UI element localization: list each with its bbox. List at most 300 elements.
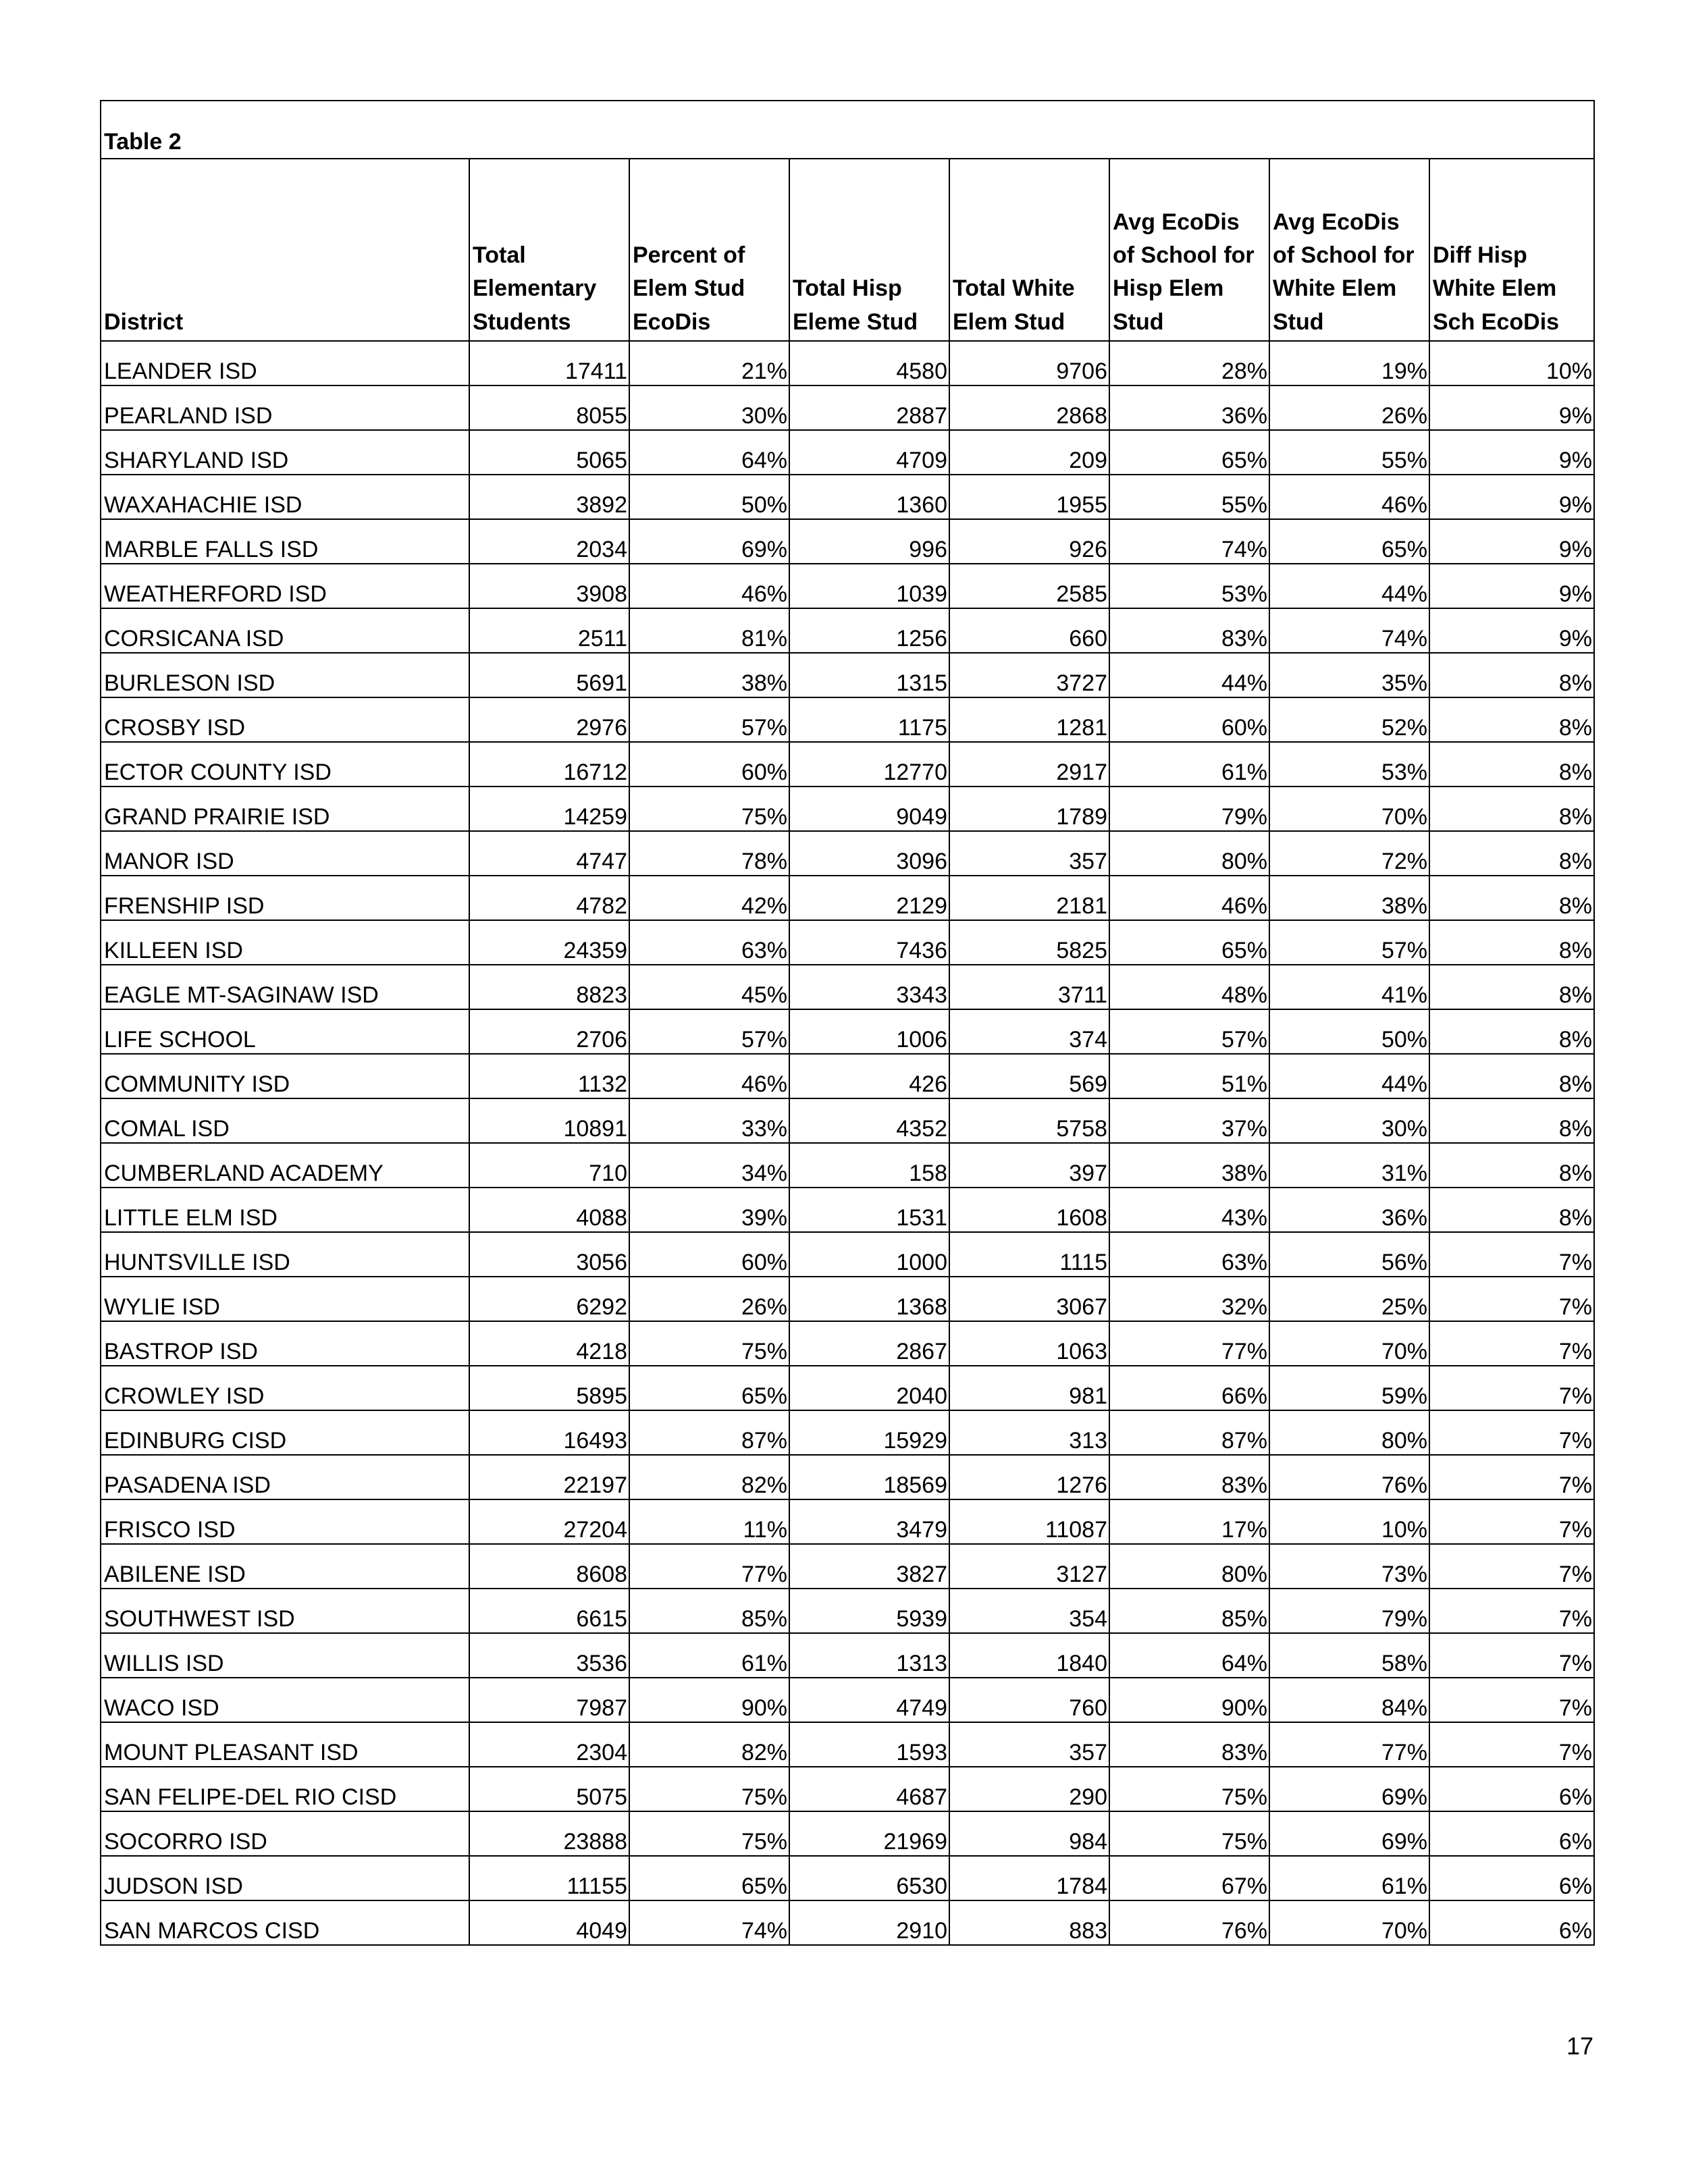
cell-avg-ecodis-hisp: 60% (1109, 697, 1269, 742)
table-row (101, 608, 1594, 653)
cell-total-elementary: 23888 (469, 1811, 629, 1856)
cell-percent-ecodis: 38% (629, 653, 789, 697)
cell-diff: 7% (1429, 1232, 1594, 1277)
cell-total-white: 357 (949, 831, 1109, 876)
cell-avg-ecodis-hisp: 32% (1109, 1277, 1269, 1321)
header-diff-hisp-white: Diff Hisp White Elem Sch EcoDis (1429, 159, 1594, 341)
cell-total-hisp: 1593 (789, 1722, 949, 1767)
cell-district: CROWLEY ISD (101, 1366, 469, 1410)
cell-avg-ecodis-hisp: 37% (1109, 1098, 1269, 1143)
cell-percent-ecodis: 75% (629, 1811, 789, 1856)
table-row (101, 430, 1594, 475)
cell-percent-ecodis: 60% (629, 1232, 789, 1277)
cell-total-hisp: 3096 (789, 831, 949, 876)
cell-avg-ecodis-white: 76% (1269, 1455, 1429, 1499)
cell-avg-ecodis-white: 79% (1269, 1589, 1429, 1633)
cell-total-elementary: 3892 (469, 475, 629, 519)
cell-total-hisp: 1256 (789, 608, 949, 653)
table-row (101, 1589, 1594, 1633)
cell-total-hisp: 1039 (789, 564, 949, 608)
cell-percent-ecodis: 60% (629, 742, 789, 787)
cell-district: FRISCO ISD (101, 1499, 469, 1544)
cell-district: PASADENA ISD (101, 1455, 469, 1499)
table-row (101, 1098, 1594, 1143)
cell-total-hisp: 158 (789, 1143, 949, 1188)
cell-total-elementary: 5895 (469, 1366, 629, 1410)
cell-avg-ecodis-white: 65% (1269, 519, 1429, 564)
cell-total-white: 3727 (949, 653, 1109, 697)
cell-total-white: 660 (949, 608, 1109, 653)
table-row (101, 1811, 1594, 1856)
cell-percent-ecodis: 81% (629, 608, 789, 653)
cell-total-hisp: 21969 (789, 1811, 949, 1856)
cell-avg-ecodis-hisp: 83% (1109, 608, 1269, 653)
cell-diff: 9% (1429, 608, 1594, 653)
table-row (101, 519, 1594, 564)
cell-percent-ecodis: 50% (629, 475, 789, 519)
cell-district: COMMUNITY ISD (101, 1054, 469, 1098)
cell-district: JUDSON ISD (101, 1856, 469, 1900)
cell-total-white: 3127 (949, 1544, 1109, 1589)
table-title: Table 2 (101, 101, 1594, 159)
cell-total-white: 1276 (949, 1455, 1109, 1499)
cell-total-elementary: 8608 (469, 1544, 629, 1589)
cell-avg-ecodis-hisp: 80% (1109, 1544, 1269, 1589)
cell-total-white: 1955 (949, 475, 1109, 519)
cell-avg-ecodis-hisp: 83% (1109, 1722, 1269, 1767)
table-row (101, 1499, 1594, 1544)
table-row (101, 1678, 1594, 1722)
cell-district: BURLESON ISD (101, 653, 469, 697)
cell-percent-ecodis: 75% (629, 787, 789, 831)
cell-diff: 7% (1429, 1589, 1594, 1633)
cell-diff: 8% (1429, 1054, 1594, 1098)
cell-diff: 9% (1429, 430, 1594, 475)
table-row (101, 653, 1594, 697)
cell-diff: 7% (1429, 1321, 1594, 1366)
cell-percent-ecodis: 33% (629, 1098, 789, 1143)
cell-diff: 10% (1429, 341, 1594, 385)
cell-avg-ecodis-hisp: 46% (1109, 876, 1269, 920)
cell-avg-ecodis-hisp: 65% (1109, 920, 1269, 965)
cell-total-white: 1281 (949, 697, 1109, 742)
cell-avg-ecodis-hisp: 65% (1109, 430, 1269, 475)
table-row (101, 1722, 1594, 1767)
header-total-hisp: Total Hisp Eleme Stud (789, 159, 949, 341)
cell-total-hisp: 12770 (789, 742, 949, 787)
cell-avg-ecodis-hisp: 43% (1109, 1188, 1269, 1232)
cell-total-white: 374 (949, 1009, 1109, 1054)
cell-total-hisp: 4580 (789, 341, 949, 385)
cell-diff: 8% (1429, 742, 1594, 787)
cell-district: LEANDER ISD (101, 341, 469, 385)
cell-total-elementary: 6292 (469, 1277, 629, 1321)
cell-avg-ecodis-hisp: 77% (1109, 1321, 1269, 1366)
cell-percent-ecodis: 85% (629, 1589, 789, 1633)
cell-avg-ecodis-white: 58% (1269, 1633, 1429, 1678)
cell-district: WACO ISD (101, 1678, 469, 1722)
cell-avg-ecodis-hisp: 38% (1109, 1143, 1269, 1188)
cell-avg-ecodis-hisp: 28% (1109, 341, 1269, 385)
cell-percent-ecodis: 64% (629, 430, 789, 475)
cell-avg-ecodis-white: 80% (1269, 1410, 1429, 1455)
cell-diff: 6% (1429, 1856, 1594, 1900)
cell-diff: 7% (1429, 1722, 1594, 1767)
cell-avg-ecodis-white: 35% (1269, 653, 1429, 697)
cell-diff: 7% (1429, 1410, 1594, 1455)
cell-total-hisp: 1006 (789, 1009, 949, 1054)
cell-diff: 9% (1429, 475, 1594, 519)
cell-total-elementary: 1132 (469, 1054, 629, 1098)
cell-total-elementary: 4218 (469, 1321, 629, 1366)
cell-diff: 8% (1429, 831, 1594, 876)
cell-district: PEARLAND ISD (101, 385, 469, 430)
cell-total-elementary: 2511 (469, 608, 629, 653)
table-row (101, 1366, 1594, 1410)
cell-total-hisp: 3827 (789, 1544, 949, 1589)
cell-district: ECTOR COUNTY ISD (101, 742, 469, 787)
cell-total-hisp: 4709 (789, 430, 949, 475)
cell-percent-ecodis: 74% (629, 1900, 789, 1945)
cell-total-white: 2181 (949, 876, 1109, 920)
cell-total-hisp: 2867 (789, 1321, 949, 1366)
cell-total-white: 313 (949, 1410, 1109, 1455)
page-number: 17 (1566, 2032, 1593, 2060)
cell-avg-ecodis-white: 50% (1269, 1009, 1429, 1054)
cell-diff: 8% (1429, 965, 1594, 1009)
cell-district: CUMBERLAND ACADEMY (101, 1143, 469, 1188)
cell-avg-ecodis-hisp: 48% (1109, 965, 1269, 1009)
cell-district: COMAL ISD (101, 1098, 469, 1143)
cell-total-hisp: 2040 (789, 1366, 949, 1410)
cell-diff: 9% (1429, 564, 1594, 608)
cell-total-hisp: 1313 (789, 1633, 949, 1678)
cell-percent-ecodis: 30% (629, 385, 789, 430)
cell-diff: 8% (1429, 697, 1594, 742)
cell-district: WILLIS ISD (101, 1633, 469, 1678)
cell-total-white: 760 (949, 1678, 1109, 1722)
table-row (101, 1277, 1594, 1321)
table-row (101, 1232, 1594, 1277)
cell-total-white: 9706 (949, 341, 1109, 385)
cell-total-elementary: 22197 (469, 1455, 629, 1499)
cell-total-elementary: 4049 (469, 1900, 629, 1945)
cell-total-white: 1789 (949, 787, 1109, 831)
cell-avg-ecodis-hisp: 53% (1109, 564, 1269, 608)
cell-percent-ecodis: 75% (629, 1767, 789, 1811)
cell-total-elementary: 2976 (469, 697, 629, 742)
cell-total-hisp: 5939 (789, 1589, 949, 1633)
table-row (101, 876, 1594, 920)
cell-total-elementary: 2304 (469, 1722, 629, 1767)
cell-total-white: 397 (949, 1143, 1109, 1188)
cell-avg-ecodis-hisp: 90% (1109, 1678, 1269, 1722)
cell-avg-ecodis-white: 77% (1269, 1722, 1429, 1767)
cell-district: CROSBY ISD (101, 697, 469, 742)
cell-avg-ecodis-hisp: 87% (1109, 1410, 1269, 1455)
cell-avg-ecodis-hisp: 63% (1109, 1232, 1269, 1277)
cell-diff: 8% (1429, 876, 1594, 920)
cell-percent-ecodis: 26% (629, 1277, 789, 1321)
cell-total-white: 1115 (949, 1232, 1109, 1277)
cell-total-elementary: 4747 (469, 831, 629, 876)
cell-total-hisp: 1368 (789, 1277, 949, 1321)
table-row (101, 1410, 1594, 1455)
cell-total-elementary: 2706 (469, 1009, 629, 1054)
cell-total-white: 926 (949, 519, 1109, 564)
cell-percent-ecodis: 57% (629, 697, 789, 742)
cell-avg-ecodis-hisp: 80% (1109, 831, 1269, 876)
cell-district: HUNTSVILLE ISD (101, 1232, 469, 1277)
table-row (101, 1009, 1594, 1054)
cell-total-elementary: 3908 (469, 564, 629, 608)
cell-percent-ecodis: 78% (629, 831, 789, 876)
cell-avg-ecodis-white: 70% (1269, 1321, 1429, 1366)
cell-avg-ecodis-hisp: 51% (1109, 1054, 1269, 1098)
cell-total-elementary: 8823 (469, 965, 629, 1009)
cell-district: SOCORRO ISD (101, 1811, 469, 1856)
cell-total-white: 883 (949, 1900, 1109, 1945)
cell-total-hisp: 9049 (789, 787, 949, 831)
cell-total-elementary: 5065 (469, 430, 629, 475)
cell-percent-ecodis: 90% (629, 1678, 789, 1722)
cell-total-hisp: 426 (789, 1054, 949, 1098)
table-row (101, 920, 1594, 965)
cell-total-hisp: 2910 (789, 1900, 949, 1945)
cell-district: BASTROP ISD (101, 1321, 469, 1366)
cell-diff: 7% (1429, 1455, 1594, 1499)
cell-district: LIFE SCHOOL (101, 1009, 469, 1054)
cell-total-hisp: 3479 (789, 1499, 949, 1544)
table-row (101, 1143, 1594, 1188)
cell-percent-ecodis: 69% (629, 519, 789, 564)
cell-total-hisp: 1531 (789, 1188, 949, 1232)
cell-total-elementary: 27204 (469, 1499, 629, 1544)
cell-percent-ecodis: 34% (629, 1143, 789, 1188)
cell-district: CORSICANA ISD (101, 608, 469, 653)
cell-total-hisp: 1315 (789, 653, 949, 697)
data-table (100, 100, 1595, 1946)
cell-total-hisp: 2887 (789, 385, 949, 430)
cell-diff: 7% (1429, 1499, 1594, 1544)
cell-total-elementary: 3536 (469, 1633, 629, 1678)
cell-total-elementary: 14259 (469, 787, 629, 831)
cell-avg-ecodis-white: 26% (1269, 385, 1429, 430)
cell-total-hisp: 6530 (789, 1856, 949, 1900)
table-row (101, 341, 1594, 385)
cell-total-white: 2585 (949, 564, 1109, 608)
cell-avg-ecodis-white: 69% (1269, 1811, 1429, 1856)
cell-total-white: 1063 (949, 1321, 1109, 1366)
cell-avg-ecodis-hisp: 74% (1109, 519, 1269, 564)
cell-avg-ecodis-white: 56% (1269, 1232, 1429, 1277)
cell-total-elementary: 7987 (469, 1678, 629, 1722)
table-title-row (101, 101, 1594, 159)
cell-percent-ecodis: 61% (629, 1633, 789, 1678)
header-percent-ecodis: Percent of Elem Stud EcoDis (629, 159, 789, 341)
cell-diff: 6% (1429, 1767, 1594, 1811)
cell-district: GRAND PRAIRIE ISD (101, 787, 469, 831)
cell-total-hisp: 1000 (789, 1232, 949, 1277)
cell-avg-ecodis-hisp: 61% (1109, 742, 1269, 787)
cell-total-elementary: 10891 (469, 1098, 629, 1143)
cell-avg-ecodis-hisp: 75% (1109, 1767, 1269, 1811)
cell-diff: 8% (1429, 653, 1594, 697)
cell-avg-ecodis-hisp: 57% (1109, 1009, 1269, 1054)
cell-percent-ecodis: 11% (629, 1499, 789, 1544)
cell-diff: 9% (1429, 385, 1594, 430)
cell-avg-ecodis-white: 36% (1269, 1188, 1429, 1232)
cell-total-hisp: 3343 (789, 965, 949, 1009)
cell-district: EAGLE MT-SAGINAW ISD (101, 965, 469, 1009)
cell-avg-ecodis-hisp: 64% (1109, 1633, 1269, 1678)
cell-percent-ecodis: 77% (629, 1544, 789, 1589)
cell-percent-ecodis: 57% (629, 1009, 789, 1054)
cell-diff: 8% (1429, 1009, 1594, 1054)
cell-avg-ecodis-hisp: 36% (1109, 385, 1269, 430)
cell-avg-ecodis-white: 55% (1269, 430, 1429, 475)
cell-percent-ecodis: 46% (629, 564, 789, 608)
header-total-elementary-students: Total Elementary Students (469, 159, 629, 341)
cell-avg-ecodis-white: 73% (1269, 1544, 1429, 1589)
table-row (101, 831, 1594, 876)
cell-total-elementary: 6615 (469, 1589, 629, 1633)
cell-diff: 7% (1429, 1633, 1594, 1678)
cell-total-hisp: 1175 (789, 697, 949, 742)
cell-total-white: 290 (949, 1767, 1109, 1811)
cell-avg-ecodis-white: 38% (1269, 876, 1429, 920)
cell-total-elementary: 16712 (469, 742, 629, 787)
table-row (101, 742, 1594, 787)
cell-avg-ecodis-hisp: 76% (1109, 1900, 1269, 1945)
cell-avg-ecodis-hisp: 66% (1109, 1366, 1269, 1410)
cell-total-white: 2917 (949, 742, 1109, 787)
cell-avg-ecodis-white: 25% (1269, 1277, 1429, 1321)
cell-total-hisp: 15929 (789, 1410, 949, 1455)
cell-percent-ecodis: 21% (629, 341, 789, 385)
cell-total-hisp: 18569 (789, 1455, 949, 1499)
cell-percent-ecodis: 39% (629, 1188, 789, 1232)
cell-avg-ecodis-white: 57% (1269, 920, 1429, 965)
cell-percent-ecodis: 65% (629, 1366, 789, 1410)
cell-district: MOUNT PLEASANT ISD (101, 1722, 469, 1767)
cell-total-white: 984 (949, 1811, 1109, 1856)
cell-total-elementary: 17411 (469, 341, 629, 385)
header-district: District (101, 159, 469, 341)
cell-percent-ecodis: 46% (629, 1054, 789, 1098)
table-row (101, 385, 1594, 430)
cell-diff: 7% (1429, 1544, 1594, 1589)
cell-percent-ecodis: 87% (629, 1410, 789, 1455)
cell-district: SAN MARCOS CISD (101, 1900, 469, 1945)
table-row (101, 697, 1594, 742)
cell-total-white: 209 (949, 430, 1109, 475)
table-row (101, 1321, 1594, 1366)
cell-diff: 7% (1429, 1277, 1594, 1321)
cell-avg-ecodis-hisp: 79% (1109, 787, 1269, 831)
cell-avg-ecodis-white: 19% (1269, 341, 1429, 385)
cell-total-elementary: 24359 (469, 920, 629, 965)
cell-total-hisp: 4352 (789, 1098, 949, 1143)
cell-percent-ecodis: 45% (629, 965, 789, 1009)
cell-diff: 8% (1429, 920, 1594, 965)
table-row (101, 965, 1594, 1009)
table-row (101, 1767, 1594, 1811)
cell-diff: 8% (1429, 1143, 1594, 1188)
cell-diff: 8% (1429, 1098, 1594, 1143)
cell-total-white: 11087 (949, 1499, 1109, 1544)
cell-percent-ecodis: 75% (629, 1321, 789, 1366)
cell-avg-ecodis-hisp: 67% (1109, 1856, 1269, 1900)
cell-total-white: 569 (949, 1054, 1109, 1098)
cell-avg-ecodis-white: 10% (1269, 1499, 1429, 1544)
cell-avg-ecodis-white: 74% (1269, 608, 1429, 653)
cell-avg-ecodis-white: 44% (1269, 564, 1429, 608)
cell-total-white: 1608 (949, 1188, 1109, 1232)
cell-avg-ecodis-white: 53% (1269, 742, 1429, 787)
cell-diff: 9% (1429, 519, 1594, 564)
cell-diff: 6% (1429, 1811, 1594, 1856)
cell-total-hisp: 4749 (789, 1678, 949, 1722)
cell-district: WYLIE ISD (101, 1277, 469, 1321)
cell-total-white: 3711 (949, 965, 1109, 1009)
cell-avg-ecodis-white: 72% (1269, 831, 1429, 876)
cell-total-hisp: 2129 (789, 876, 949, 920)
cell-district: LITTLE ELM ISD (101, 1188, 469, 1232)
table-row (101, 787, 1594, 831)
cell-total-elementary: 16493 (469, 1410, 629, 1455)
cell-district: MARBLE FALLS ISD (101, 519, 469, 564)
cell-total-hisp: 7436 (789, 920, 949, 965)
cell-percent-ecodis: 82% (629, 1455, 789, 1499)
cell-total-white: 1840 (949, 1633, 1109, 1678)
header-total-white: Total White Elem Stud (949, 159, 1109, 341)
cell-total-elementary: 710 (469, 1143, 629, 1188)
cell-total-elementary: 3056 (469, 1232, 629, 1277)
cell-district: SHARYLAND ISD (101, 430, 469, 475)
cell-total-hisp: 4687 (789, 1767, 949, 1811)
cell-total-white: 981 (949, 1366, 1109, 1410)
cell-district: WAXAHACHIE ISD (101, 475, 469, 519)
cell-avg-ecodis-white: 41% (1269, 965, 1429, 1009)
table-row (101, 1544, 1594, 1589)
cell-percent-ecodis: 42% (629, 876, 789, 920)
cell-avg-ecodis-white: 46% (1269, 475, 1429, 519)
cell-diff: 6% (1429, 1900, 1594, 1945)
cell-district: MANOR ISD (101, 831, 469, 876)
cell-total-white: 3067 (949, 1277, 1109, 1321)
table-row (101, 475, 1594, 519)
cell-district: EDINBURG CISD (101, 1410, 469, 1455)
cell-district: SAN FELIPE-DEL RIO CISD (101, 1767, 469, 1811)
cell-diff: 8% (1429, 787, 1594, 831)
cell-total-elementary: 5691 (469, 653, 629, 697)
cell-total-elementary: 11155 (469, 1856, 629, 1900)
cell-total-white: 1784 (949, 1856, 1109, 1900)
cell-avg-ecodis-white: 30% (1269, 1098, 1429, 1143)
cell-total-elementary: 5075 (469, 1767, 629, 1811)
header-avg-ecodis-white: Avg EcoDis of School for White Elem Stud (1269, 159, 1429, 341)
cell-diff: 7% (1429, 1678, 1594, 1722)
cell-district: SOUTHWEST ISD (101, 1589, 469, 1633)
cell-total-white: 2868 (949, 385, 1109, 430)
cell-total-hisp: 1360 (789, 475, 949, 519)
cell-district: KILLEEN ISD (101, 920, 469, 965)
cell-district: FRENSHIP ISD (101, 876, 469, 920)
table-row (101, 564, 1594, 608)
cell-avg-ecodis-hisp: 85% (1109, 1589, 1269, 1633)
cell-district: WEATHERFORD ISD (101, 564, 469, 608)
